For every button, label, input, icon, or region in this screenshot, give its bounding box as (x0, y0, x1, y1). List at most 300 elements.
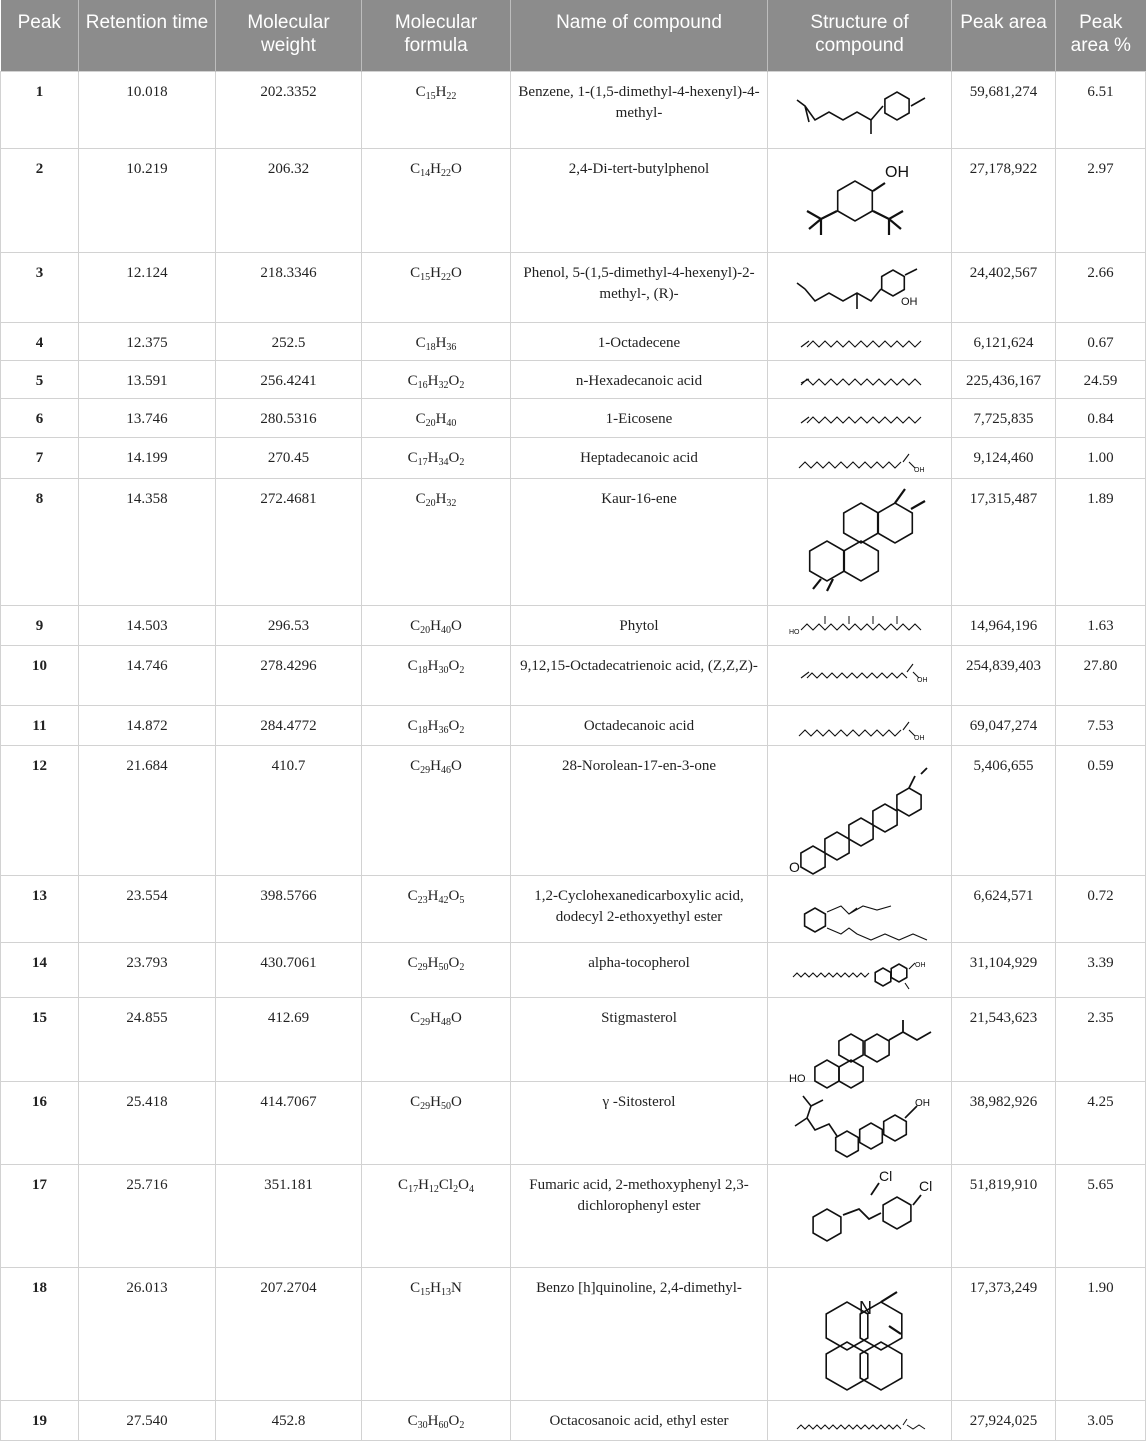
peak-area-percent-cell: 24.59 (1056, 360, 1146, 398)
structure-cell (768, 942, 952, 997)
column-header: Molecular weight (216, 0, 362, 71)
structure-cell (768, 71, 952, 148)
formula-count: 12 (428, 1183, 439, 1195)
formula-element: C (415, 83, 426, 100)
molecular-weight-cell: 284.4772 (216, 705, 362, 745)
formula-count: 36 (446, 341, 457, 353)
formula-cell (362, 705, 511, 745)
formula-element: H (427, 657, 439, 674)
structure-cell (768, 437, 952, 478)
formula-count: 48 (441, 1016, 451, 1028)
formula-count: 13 (441, 1286, 451, 1298)
retention-time-cell: 24.855 (79, 997, 216, 1081)
formula-count: 29 (420, 1100, 431, 1112)
peak-cell: 14 (1, 942, 79, 997)
peak-cell: 8 (1, 478, 79, 605)
formula-count: 15 (425, 90, 436, 102)
formula-element: H (430, 264, 441, 281)
peak-cell: 11 (1, 705, 79, 745)
peak-area-percent-cell: 3.39 (1056, 942, 1146, 997)
structure-cell (768, 252, 952, 322)
molecular-weight-cell: 256.4241 (216, 360, 362, 398)
formula-cell (362, 71, 511, 148)
formula-cell (362, 148, 511, 252)
svg-text:Cl: Cl (878, 1167, 892, 1184)
structure-cell (768, 997, 952, 1085)
formula-element: H (435, 410, 447, 427)
alkene-chain-structure-icon (785, 403, 935, 434)
table-row (1, 148, 1146, 252)
peak-cell: 5 (1, 360, 79, 398)
column-header: Peak area (952, 0, 1056, 71)
formula-count: 40 (446, 417, 457, 429)
peak-cell: 2 (1, 148, 79, 252)
peak-area-cell: 7,725,835 (952, 398, 1056, 437)
table-row (1, 605, 1146, 645)
formula-element: H (427, 954, 439, 971)
formula-count: 29 (420, 1016, 431, 1028)
formula-element: C (410, 1279, 421, 1296)
formula-cell (362, 942, 511, 997)
svg-text:OH: OH (914, 961, 925, 969)
formula-cell (362, 398, 511, 437)
compound-name-cell: 2,4-Di-tert-butylphenol (511, 148, 768, 252)
peak-area-cell: 24,402,567 (952, 252, 1056, 322)
retention-time-cell: 13.591 (79, 360, 216, 398)
retention-time-cell: 27.540 (79, 1400, 216, 1440)
retention-time-cell: 23.554 (79, 875, 216, 942)
retention-time-cell: 14.746 (79, 645, 216, 705)
retention-time-cell: 26.013 (79, 1267, 216, 1400)
peak-area-cell: 27,924,025 (952, 1400, 1056, 1440)
formula-count: 60 (438, 1419, 449, 1431)
formula-count: 17 (408, 1183, 419, 1195)
formula-element: C (407, 954, 418, 971)
formula-count: 42 (438, 894, 449, 906)
formula-count: 32 (446, 497, 457, 509)
formula-element: O (448, 717, 460, 734)
diester-structure-icon (785, 880, 935, 939)
formula-element: H (427, 449, 439, 466)
table-row (1, 322, 1146, 360)
sitosterol-structure-icon (785, 1086, 935, 1161)
stigmasterol-structure-icon (785, 1002, 935, 1085)
peak-area-percent-cell: 1.63 (1056, 605, 1146, 645)
formula-cell (362, 1267, 511, 1400)
table-row (1, 645, 1146, 705)
compound-name-cell: Kaur-16-ene (511, 478, 768, 605)
molecular-weight-cell: 280.5316 (216, 398, 362, 437)
molecular-weight-cell: 351.181 (216, 1164, 362, 1267)
table-row (1, 997, 1146, 1081)
formula-cell (362, 1081, 511, 1164)
fatty-acid-structure-icon (785, 710, 935, 742)
peak-area-percent-cell: 5.65 (1056, 1164, 1146, 1267)
compound-name-cell: Fumaric acid, 2-methoxyphenyl 2,3-dichlorophenyl ester (511, 1164, 768, 1267)
peak-cell: 19 (1, 1400, 79, 1440)
formula-element: O (451, 1009, 462, 1026)
column-header: Peak area % (1056, 0, 1146, 71)
peak-cell: 7 (1, 437, 79, 478)
table-row (1, 252, 1146, 322)
compound-name-cell: 1-Eicosene (511, 398, 768, 437)
formula-element: H (427, 717, 439, 734)
formula-element: C (407, 717, 418, 734)
formula-element: H (430, 160, 441, 177)
formula-element: C (410, 1009, 421, 1026)
formula-element: C (407, 887, 418, 904)
peak-area-percent-cell: 2.66 (1056, 252, 1146, 322)
formula-count: 18 (417, 724, 428, 736)
svg-text:OH: OH (913, 734, 924, 742)
retention-time-cell: 23.793 (79, 942, 216, 997)
structure-cell (768, 1081, 952, 1164)
peak-cell: 6 (1, 398, 79, 437)
svg-text:OH: OH (913, 466, 924, 474)
formula-element: C (407, 372, 418, 389)
formula-element: C (398, 1176, 409, 1193)
formula-element: H (418, 1176, 429, 1193)
compound-name-cell: γ -Sitosterol (511, 1081, 768, 1164)
molecular-weight-cell: 398.5766 (216, 875, 362, 942)
molecular-weight-cell: 430.7061 (216, 942, 362, 997)
peak-area-percent-cell: 1.00 (1056, 437, 1146, 478)
formula-element: H (430, 1009, 441, 1026)
formula-cell (362, 605, 511, 645)
table-row (1, 705, 1146, 745)
structure-cell (768, 360, 952, 398)
retention-time-cell: 14.199 (79, 437, 216, 478)
formula-count: 2 (459, 961, 465, 973)
peak-area-percent-cell: 2.97 (1056, 148, 1146, 252)
formula-element: H (435, 490, 447, 507)
molecular-weight-cell: 452.8 (216, 1400, 362, 1440)
peak-cell: 13 (1, 875, 79, 942)
formula-count: 15 (420, 271, 431, 283)
formula-element: O (448, 449, 460, 466)
column-header: Retention time (79, 0, 216, 71)
column-header: Molecular formula (362, 0, 511, 71)
molecular-weight-cell: 272.4681 (216, 478, 362, 605)
formula-element: H (430, 1093, 441, 1110)
formula-cell (362, 478, 511, 605)
peak-area-percent-cell: 0.59 (1056, 745, 1146, 875)
formula-count: 50 (438, 961, 449, 973)
table-row (1, 437, 1146, 478)
formula-count: 2 (453, 1183, 459, 1195)
peak-area-percent-cell: 7.53 (1056, 705, 1146, 745)
formula-element: O (448, 372, 460, 389)
formula-element: O (451, 160, 462, 177)
compound-name-cell: 1-Octadecene (511, 322, 768, 360)
fumarate-ester-structure-icon (785, 1169, 935, 1264)
formula-element: C (415, 334, 426, 351)
formula-count: 2 (459, 724, 465, 736)
peak-area-percent-cell: 1.89 (1056, 478, 1146, 605)
formula-element: C (410, 757, 421, 774)
fatty-acid-structure-icon (785, 442, 935, 475)
peak-area-percent-cell: 0.72 (1056, 875, 1146, 942)
molecular-weight-cell: 202.3352 (216, 71, 362, 148)
formula-element: O (448, 657, 460, 674)
table-row (1, 1081, 1146, 1164)
formula-count: 20 (425, 417, 436, 429)
formula-element: H (430, 757, 441, 774)
structure-cell (768, 705, 952, 745)
formula-count: 34 (438, 456, 449, 468)
svg-text:OH: OH (884, 163, 909, 181)
formula-count: 5 (459, 894, 465, 906)
formula-element: H (435, 83, 447, 100)
formula-count: 2 (459, 664, 465, 676)
peak-cell: 3 (1, 252, 79, 322)
formula-element: O (451, 264, 462, 281)
peak-area-cell: 225,436,167 (952, 360, 1056, 398)
formula-cell (362, 875, 511, 942)
compound-name-cell: Benzene, 1-(1,5-dimethyl-4-hexenyl)-4-methyl- (511, 71, 768, 148)
formula-element: O (451, 1093, 462, 1110)
peak-area-cell: 31,104,929 (952, 942, 1056, 997)
xanthorrhizol-structure-icon (785, 257, 935, 319)
peak-area-percent-cell: 1.90 (1056, 1267, 1146, 1400)
svg-text:N: N (858, 1297, 872, 1318)
peak-cell: 17 (1, 1164, 79, 1267)
peak-area-percent-cell: 0.67 (1056, 322, 1146, 360)
formula-element: H (430, 1279, 441, 1296)
molecular-weight-cell: 412.69 (216, 997, 362, 1081)
structure-cell (768, 645, 952, 705)
compound-name-cell: n-Hexadecanoic acid (511, 360, 768, 398)
formula-element: H (427, 372, 439, 389)
phytol-structure-icon (785, 610, 935, 642)
peak-cell: 1 (1, 71, 79, 148)
fatty-acid-chain-structure-icon (785, 365, 935, 395)
formula-element: O (448, 954, 460, 971)
peak-area-percent-cell: 0.84 (1056, 398, 1146, 437)
alkene-chain-structure-icon (785, 327, 935, 357)
svg-text:HO: HO (788, 1072, 805, 1085)
compound-name-cell: Benzo [h]quinoline, 2,4-dimethyl- (511, 1267, 768, 1400)
linolenic-acid-structure-icon (785, 650, 935, 702)
formula-element: H (430, 617, 441, 634)
structure-cell (768, 1400, 952, 1440)
formula-element: Cl (438, 1176, 454, 1193)
formula-count: 17 (417, 456, 428, 468)
formula-count: 36 (438, 724, 449, 736)
column-header: Structure of compound (768, 0, 952, 71)
molecular-weight-cell: 414.7067 (216, 1081, 362, 1164)
peak-cell: 4 (1, 322, 79, 360)
formula-count: 2 (459, 456, 465, 468)
formula-count: 14 (420, 167, 431, 179)
structure-cell (768, 398, 952, 437)
table-row (1, 875, 1146, 942)
formula-count: 20 (425, 497, 436, 509)
formula-count: 32 (438, 379, 449, 391)
compound-name-cell: Phenol, 5-(1,5-dimethyl-4-hexenyl)-2-methyl-, (R)- (511, 252, 768, 322)
peak-area-cell: 21,543,623 (952, 997, 1056, 1081)
compound-name-cell: alpha-tocopherol (511, 942, 768, 997)
structure-cell (768, 605, 952, 645)
structure-cell (768, 1267, 952, 1400)
peak-area-cell: 14,964,196 (952, 605, 1056, 645)
formula-count: 20 (420, 624, 431, 636)
peak-area-cell: 5,406,655 (952, 745, 1056, 875)
peak-cell: 18 (1, 1267, 79, 1400)
retention-time-cell: 21.684 (79, 745, 216, 875)
formula-element: O (451, 757, 462, 774)
molecular-weight-cell: 218.3346 (216, 252, 362, 322)
formula-element: C (415, 490, 426, 507)
svg-text:Cl: Cl (918, 1177, 932, 1194)
table-row (1, 1164, 1146, 1267)
molecular-weight-cell: 278.4296 (216, 645, 362, 705)
formula-element: C (410, 1093, 421, 1110)
formula-count: 22 (441, 167, 451, 179)
peak-area-percent-cell: 6.51 (1056, 71, 1146, 148)
retention-time-cell: 14.358 (79, 478, 216, 605)
column-header: Name of compound (511, 0, 768, 71)
structure-cell (768, 1164, 952, 1267)
retention-time-cell: 25.418 (79, 1081, 216, 1164)
table-body (1, 71, 1146, 1440)
table-row (1, 745, 1146, 875)
compound-name-cell: Heptadecanoic acid (511, 437, 768, 478)
formula-count: 30 (417, 1419, 428, 1431)
formula-element: C (407, 449, 418, 466)
table-row (1, 1400, 1146, 1440)
retention-time-cell: 25.716 (79, 1164, 216, 1267)
formula-count: 50 (441, 1100, 451, 1112)
molecular-weight-cell: 252.5 (216, 322, 362, 360)
molecular-weight-cell: 410.7 (216, 745, 362, 875)
peak-cell: 15 (1, 997, 79, 1081)
formula-element: O (448, 1412, 460, 1429)
peak-cell: 10 (1, 645, 79, 705)
retention-time-cell: 13.746 (79, 398, 216, 437)
structure-cell (768, 322, 952, 360)
svg-text:OH: OH (916, 676, 927, 684)
retention-time-cell: 14.872 (79, 705, 216, 745)
compound-name-cell: 9,12,15-Octadecatrienoic acid, (Z,Z,Z)- (511, 645, 768, 705)
formula-count: 2 (459, 379, 465, 391)
formula-cell (362, 437, 511, 478)
retention-time-cell: 12.375 (79, 322, 216, 360)
compound-name-cell: Octacosanoic acid, ethyl ester (511, 1400, 768, 1440)
molecular-weight-cell: 207.2704 (216, 1267, 362, 1400)
compound-name-cell: 1,2-Cyclohexanedicarboxylic acid, dodecyl 2-ethoxyethyl ester (511, 875, 768, 942)
structure-cell (768, 148, 952, 252)
molecular-weight-cell: 206.32 (216, 148, 362, 252)
formula-element: C (410, 617, 421, 634)
formula-count: 22 (441, 271, 451, 283)
compound-name-cell: Phytol (511, 605, 768, 645)
table-row (1, 398, 1146, 437)
formula-element: O (451, 617, 462, 634)
peak-cell: 12 (1, 745, 79, 875)
compound-name-cell: Octadecanoic acid (511, 705, 768, 745)
svg-text:HO: HO (788, 628, 799, 636)
aryl-terpene-structure-icon (785, 76, 935, 145)
peak-area-percent-cell: 27.80 (1056, 645, 1146, 705)
table-row (1, 942, 1146, 997)
formula-cell (362, 997, 511, 1081)
formula-element: H (427, 1412, 439, 1429)
peak-area-cell: 9,124,460 (952, 437, 1056, 478)
formula-element: C (415, 410, 426, 427)
formula-count: 16 (417, 379, 428, 391)
formula-cell (362, 360, 511, 398)
retention-time-cell: 14.503 (79, 605, 216, 645)
peak-area-cell: 17,315,487 (952, 478, 1056, 605)
benzoquinoline-structure-icon (785, 1272, 935, 1397)
formula-count: 22 (446, 90, 457, 102)
formula-cell (362, 252, 511, 322)
peak-area-cell: 17,373,249 (952, 1267, 1056, 1400)
table-row (1, 71, 1146, 148)
retention-time-cell: 12.124 (79, 252, 216, 322)
formula-count: 46 (441, 764, 451, 776)
phenol-structure-icon (785, 153, 935, 249)
formula-cell (362, 645, 511, 705)
retention-time-cell: 10.018 (79, 71, 216, 148)
formula-element: O (448, 887, 460, 904)
svg-text:O: O (788, 858, 800, 875)
formula-cell (362, 1164, 511, 1267)
table-row (1, 360, 1146, 398)
molecular-weight-cell: 270.45 (216, 437, 362, 478)
peak-area-cell: 51,819,910 (952, 1164, 1056, 1267)
tocopherol-structure-icon (785, 947, 935, 994)
svg-text:OH: OH (914, 1097, 930, 1109)
kaurene-structure-icon (785, 483, 935, 602)
peak-area-percent-cell: 2.35 (1056, 997, 1146, 1081)
formula-count: 18 (425, 341, 436, 353)
peak-area-cell: 254,839,403 (952, 645, 1056, 705)
formula-element: O (458, 1176, 469, 1193)
peak-area-cell: 38,982,926 (952, 1081, 1056, 1164)
long-ester-chain-structure-icon (785, 1405, 935, 1437)
formula-element: H (435, 334, 447, 351)
structure-cell (768, 745, 952, 875)
structure-cell (768, 875, 952, 942)
formula-cell (362, 745, 511, 875)
svg-text:OH: OH (900, 295, 917, 308)
formula-element: C (407, 657, 418, 674)
formula-cell (362, 1400, 511, 1440)
column-header: Peak (1, 0, 79, 71)
retention-time-cell: 10.219 (79, 148, 216, 252)
formula-count: 18 (417, 664, 428, 676)
formula-count: 29 (417, 961, 428, 973)
table-row (1, 1267, 1146, 1400)
compound-name-cell: 28-Norolean-17-en-3-one (511, 745, 768, 875)
peak-area-percent-cell: 3.05 (1056, 1400, 1146, 1440)
formula-element: H (427, 887, 439, 904)
formula-count: 23 (417, 894, 428, 906)
table-header (1, 0, 1146, 71)
formula-element: C (410, 160, 421, 177)
formula-cell (362, 322, 511, 360)
formula-count: 2 (459, 1419, 465, 1431)
formula-element: C (410, 264, 421, 281)
formula-count: 40 (441, 624, 451, 636)
peak-cell: 16 (1, 1081, 79, 1164)
formula-count: 15 (420, 1286, 431, 1298)
molecular-weight-cell: 296.53 (216, 605, 362, 645)
peak-area-cell: 59,681,274 (952, 71, 1056, 148)
formula-count: 4 (468, 1183, 474, 1195)
